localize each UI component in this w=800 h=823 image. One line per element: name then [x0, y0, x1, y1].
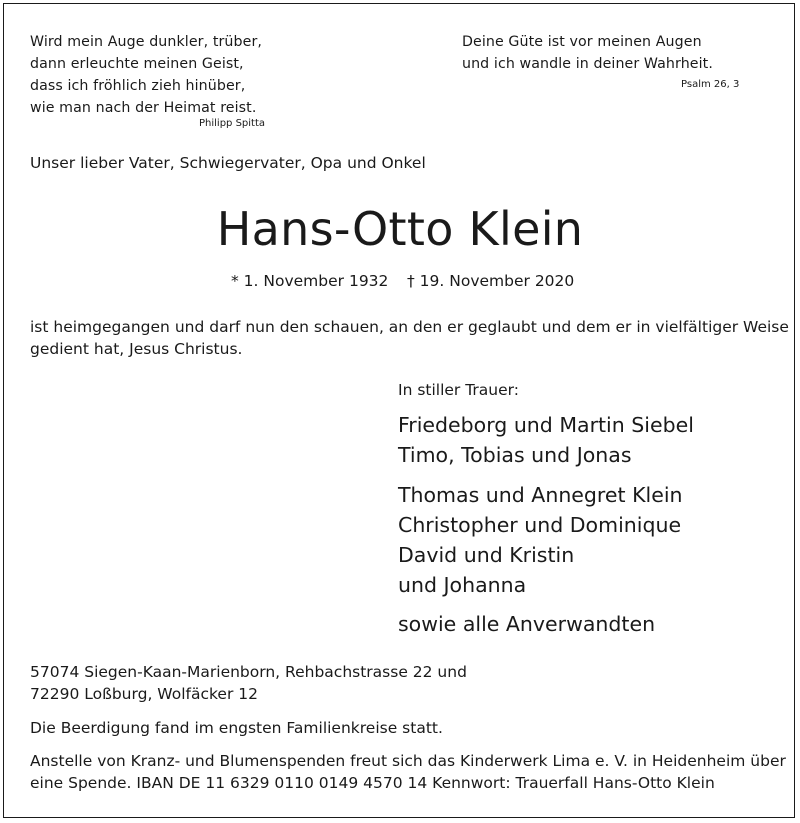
verse-right-line: und ich wandle in deiner Wahrheit.	[462, 56, 713, 72]
address-line: 57074 Siegen-Kaan-Marienborn, Rehbachstrasse 22 und	[30, 663, 467, 681]
address-line: 72290 Loßburg, Wolfäcker 12	[30, 685, 258, 703]
mourning-closing: sowie alle Anverwandten	[398, 612, 656, 636]
donation-note	[30, 750, 786, 794]
mourner-group-2	[398, 480, 683, 600]
mourner-name: Thomas und Annegret Klein	[398, 483, 683, 507]
verse-left-line: wie man nach der Heimat reist.	[30, 100, 257, 116]
donation-line: eine Spende. IBAN DE 11 6329 0110 0149 4570 14 Kennwort: Trauerfall Hans-Otto Klein	[30, 774, 715, 792]
address	[30, 661, 467, 705]
death-date: † 19. November 2020	[407, 272, 575, 290]
mourner-name: und Johanna	[398, 573, 527, 597]
deceased-name: Hans-Otto Klein	[216, 202, 584, 256]
mourner-name: David und Kristin	[398, 543, 575, 567]
verse-left	[30, 31, 262, 119]
mourning-lead: In stiller Trauer:	[398, 381, 519, 399]
funeral-note: Die Beerdigung fand im engsten Familienkreise statt.	[30, 719, 443, 737]
verse-right-line: Deine Güte ist vor meinen Augen	[462, 34, 702, 50]
verse-right-source: Psalm 26, 3	[681, 79, 740, 90]
verse-left-line: Wird mein Auge dunkler, trüber,	[30, 34, 262, 50]
mourner-name: Friedeborg und Martin Siebel	[398, 413, 694, 437]
mourner-group-1	[398, 410, 694, 470]
verse-right	[462, 31, 713, 75]
mourner-name: Timo, Tobias und Jonas	[398, 443, 632, 467]
body-text	[30, 316, 789, 360]
verse-left-line: dass ich fröhlich zieh hinüber,	[30, 78, 246, 94]
donation-line: Anstelle von Kranz- und Blumenspenden freut sich das Kinderwerk Lima e. V. in Heidenheim über	[30, 752, 786, 770]
mourner-name: Christopher und Dominique	[398, 513, 682, 537]
intro-line: Unser lieber Vater, Schwiegervater, Opa und Onkel	[30, 154, 426, 172]
verse-left-line: dann erleuchte meinen Geist,	[30, 56, 244, 72]
verse-left-author: Philipp Spitta	[199, 118, 266, 129]
birth-date: * 1. November 1932	[231, 272, 389, 290]
body-text-line: gedient hat, Jesus Christus.	[30, 340, 243, 358]
body-text-line: ist heimgegangen und darf nun den schauen, an den er geglaubt und dem er in vielfältiger Weise	[30, 318, 789, 336]
